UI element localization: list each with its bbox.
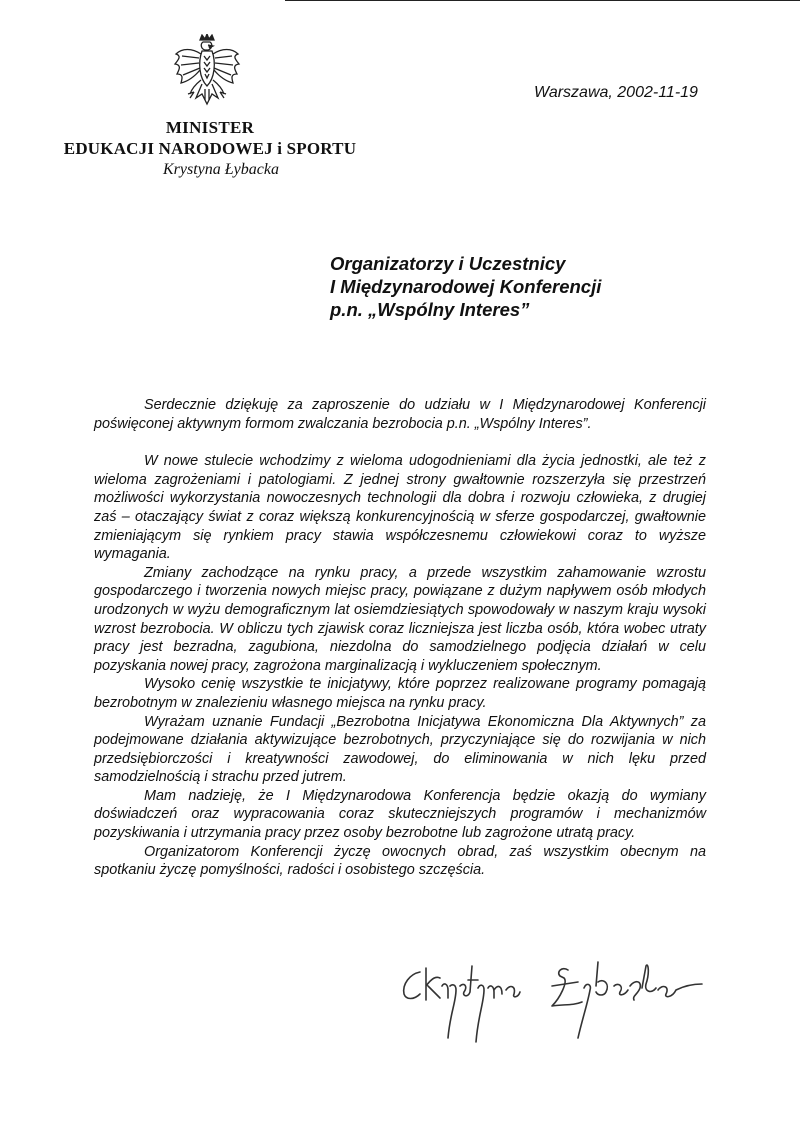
addressee-line: I Międzynarodowej Konferencji [330,276,602,297]
body-paragraph: Wysoko cenię wszystkie te inicjatywy, które poprzez realizowane programy pomagają bezrobotnym w znalezieniu własnego miejsca na rynku pracy. [94,676,706,711]
ministry-name: EDUKACJI NARODOWEJ i SPORTU [63,139,357,158]
body-paragraph: Wyrażam uznanie Fundacji „Bezrobotna Inicjatywa Ekonomiczna Dla Aktywnych” za podejmowane działania aktywizujące bezrobotnych, przyczyniające się do rozwijania w nich przedsiębiorczości i kreatywności zawodowej, do eliminowania w nich lęku przed samodzielnością i strachu przed jutrem. [94,713,706,786]
body-paragraph: Zmiany zachodzące na rynku pracy, a przede wszystkim zahamowanie wzrostu gospodarczego i tworzenia nowych miejsc pracy, powiązane z dużym napływem osób młodych urodzonych w wyżu demograficznym lat osiemdziesiątych spowodowały w naszym kraju wysoki wzrost bezrobocia. W obliczu tych zjawisk coraz liczniejsza jest liczba osób, która wobec utraty pracy jest bezradna, zagubiona, niezdolna do samodzielnego podjęcia działań w celu pozyskania nowej pracy, zagrożona marginalizacją i wykluczeniem społecznym. [94,564,706,674]
body-paragraph: Mam nadzieję, że I Międzynarodowa Konferencja będzie okazją do wymiany doświadczeń oraz wypracowania coraz skuteczniejszych programów i mechanizmów pozyskiwania i utrzymania pracy przez osoby bezrobotne lub zagrożone utratą pracy. [94,787,706,842]
addressee-block [330,252,601,321]
body-paragraph: W nowe stulecie wchodzimy z wieloma udogodnieniami dla życia jednostki, ale też z wieloma zagrożeniami i patologiami. Z jednej strony gwałtownie rozszerzyła się przestrzeń możliwości wykorzystania nowoczesnych technologii dla dobra i rozwoju człowieka, z drugiej zaś – otaczający świat z coraz większą konkurencyjnością w sferze gospodarczej, gwałtownie zmieniającym się rynkiem pracy stawia współczesnemu człowiekowi coraz to wyższe wymagania. [94,453,706,563]
minister-title: MINISTER [165,118,255,137]
top-border-line [285,0,800,1]
letter-body [94,396,706,880]
handwritten-signature-icon [392,942,712,1052]
letterhead [40,118,380,181]
body-paragraph: Organizatorom Konferencji życzę owocnych obrad, zaś wszystkim obecnym na spotkaniu życzę pomyślności, radości i osobistego szczęścia. [94,843,706,879]
white-eagle-emblem-icon [172,34,242,116]
addressee-line: Organizatorzy i Uczestnicy [330,253,566,274]
body-paragraph: Serdecznie dziękuję za zaproszenie do udziału w I Międzynarodowej Konferencji poświęconej aktywnym formom zwalczania bezrobocia p.n. „Wspólny Interes”. [94,397,706,432]
addressee-line: p.n. „Wspólny Interes” [330,299,530,320]
letter-date: Warszawa, 2002-11-19 [534,84,698,101]
minister-name: Krystyna Łybacka [163,161,279,178]
